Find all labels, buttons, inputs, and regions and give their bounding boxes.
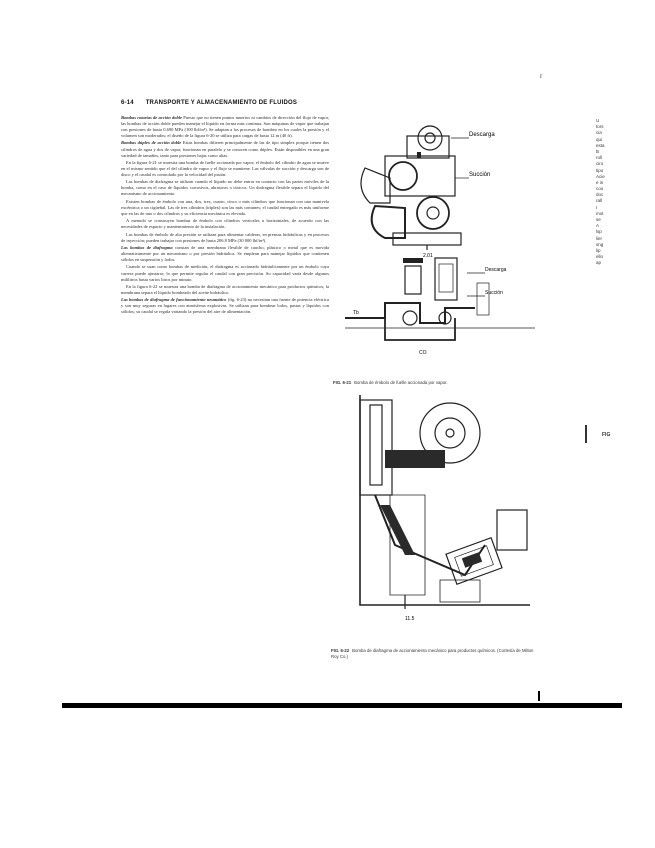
steam-chest (407, 136, 449, 158)
fragment-line: coo (596, 186, 604, 192)
fragment-line: mot (596, 210, 604, 216)
figure-number: FIG. 6-22 (331, 648, 350, 653)
paragraph-lead: Las bombas de diafragma (121, 245, 173, 251)
paragraph-text: En la figura 6-22 se muestra una bomba de diafragma de accionamiento mecánico para productos químicos; la membrana separa el líquido bombeado del aceite hidráulico. (121, 283, 329, 295)
page-number: 6-14 (121, 100, 134, 106)
figure-number: FIG. 6-21 (333, 380, 352, 385)
fragment-line: cia (596, 130, 602, 136)
paragraph (121, 115, 329, 139)
scan-bottom-rule (62, 703, 622, 708)
fragment-line: ciro (596, 161, 604, 167)
fragment-line: e in (596, 179, 604, 185)
figure-tag-a: 2.01 (423, 253, 433, 259)
paragraph-text: A menudo se construyen bombas de émbolo con cilindros verticales u horizontales, de acuerdo con las necesidades de espacio y mantenimiento de la instalación. (121, 218, 329, 230)
fragment-line: B (596, 148, 600, 154)
fragment-line: roll (596, 155, 603, 161)
fragment-line: lip (596, 247, 601, 253)
paragraph-text: constan de una membrana flexible de caucho, plástico o metal que es movida alternativamente por un mecanismo o por presión hidráulica. Se emplean para manejar líquidos que contienen sólidos en suspensión y lodos. (121, 245, 330, 263)
suction-chamber (361, 168, 390, 203)
paragraph-text: (fig. 6-23) no necesitan una fuente de potencia eléctrica y son muy seguras en lugares con atmósferas explosivas. Se utilizan para bombear lodos, pastas y líquidos con sólidos; su caudal se regula variando la presión del aire de alimentación. (121, 297, 329, 315)
paragraph (121, 199, 329, 217)
fragment-line: qui (596, 136, 603, 142)
fragment-line: I (596, 204, 598, 210)
column-edge-mark (585, 425, 587, 443)
figure-caption-text: Bomba de émbolo de fuelle accionada por vapor. (354, 380, 448, 385)
fragment-line: doc (596, 192, 604, 198)
paragraph (121, 245, 329, 263)
body-text-column (121, 115, 329, 317)
fragment-line: lier (596, 235, 603, 241)
pump-frame (360, 395, 530, 605)
paragraph (121, 284, 329, 296)
label-descarga: Descarga (469, 132, 495, 138)
paragraph (121, 297, 329, 315)
drive-motor (497, 510, 527, 550)
label-succion: Succión (485, 290, 503, 296)
lower-valve-chamber (417, 197, 449, 229)
fragment-line: Acie (596, 173, 605, 179)
paragraph-text: Existen bombas de émbolo con una, dos, tres, cuatro, cinco o más cilindros que funcionan con una manivela excéntrica o un cigüeñal. Las de tres cilindros (tríplex) son las más comunes; el caudal entregado es más uniforme que en las de uno o dos cilindros y su eficiencia mecánica es elevada. (121, 198, 329, 216)
fragment-line: U (596, 118, 600, 123)
figure-6-21-caption (333, 380, 543, 386)
piston-cylinder (405, 266, 421, 294)
fragment-line: ap (596, 260, 602, 266)
paragraph (121, 140, 329, 158)
steam-valve-wheel (418, 126, 442, 150)
paragraph (121, 160, 329, 178)
upper-cylinder (385, 156, 455, 196)
running-header (121, 100, 411, 106)
label-succion: Succión (469, 172, 491, 178)
running-title: TRANSPORTE Y ALMACENAMIENTO DE FLUIDOS (145, 100, 298, 106)
paragraph-text: Cuando se usan como bombas de medición, el diafragma es accionado hidráulicamente por un émbolo cuya carrera puede ajustarse, lo que permite regular el caudal con gran precisión. Su capacidad varía desde algunos mililitros hasta varios litros por minuto. (121, 264, 329, 282)
paragraph-text: En la figura 6-21 se muestra una bomba de fuelle accionada por vapor; el émbolo del cilindro de agua se mueve en el mismo sentido que el del cilindro de vapor y el flujo se mantiene. Las válvulas de succión y descarga son de disco y el caudal es controlado por la velocidad del pistón. (121, 159, 329, 178)
fragment-line: tipo (596, 167, 604, 173)
fragment-line: esta (596, 142, 605, 148)
drive-rod (385, 450, 445, 468)
figure-6-21-drawing (345, 118, 535, 363)
column-housing (360, 400, 392, 495)
figure-caption-text: Bomba de diafragma de accionamiento mecánico para productos químicos. (Cortesía de Milton Roy Co.) (331, 648, 534, 659)
spine-mark (538, 691, 540, 701)
paragraph (121, 179, 329, 197)
paragraph (121, 232, 329, 244)
paragraph (121, 218, 329, 230)
paragraph (121, 264, 329, 282)
fragment-line: se (596, 217, 601, 222)
adjacent-fig-label: FIG (602, 432, 611, 438)
figure-tag-b: Tb (353, 310, 359, 316)
figure-6-22-drawing (345, 395, 535, 640)
fragment-line: rall (596, 198, 603, 204)
paragraph-lead: Bombas dúplex de acción doble (121, 140, 182, 146)
fragment-line: lsp (596, 229, 602, 235)
paragraph-lead: Las bombas de diafragma de funcionamiento neumático (121, 297, 227, 303)
fragment-line: tors (596, 124, 604, 130)
fragment-line: A (596, 223, 600, 229)
page-corner-mark: r (540, 72, 543, 80)
paragraph-text: Estas bombas difieren principalmente de las de tipo símplex porque tienen dos cilindros de agua y dos de vapor, funcionan en paralelo y se conocen como dúplex. Están disponibles en una gran variedad de tamaños, tanto para presiones bajas como altas. (121, 140, 330, 158)
paragraph-text: Las bombas de diafragma se utilizan cuando el líquido no debe entrar en contacto con las partes móviles de la bomba, como en el caso de líquidos corrosivos, abrasivos o tóxicos. Un diafragma flexible separa el líquido del mecanismo de accionamiento. (121, 179, 329, 197)
paragraph-lead: Bombas rotarias de acción doble (121, 115, 183, 120)
paragraph-text: Puesto que no tienen puntos muertos ni cambios de dirección del flujo de vapor, las bombas de acción doble pueden manejar el líquido en forma más continua. Son máquinas de vapor que trabajan con presiones de hasta 0.690 MPa (100 lbf/in²). Se adaptan a los procesos de bombeo en los cuales la presión y el volumen son moderados; el diseño de la figura 6-20 se utiliza para cargas de hasta 12 m (40 ft). (121, 115, 330, 139)
label-descarga: Descarga (485, 267, 507, 273)
adjacent-column-fragment (596, 118, 612, 267)
paragraph-text: Las bombas de émbolo de alta presión se utilizan para alimentar calderas, en prensas hidráulicas y en procesos de inyección; pueden trabajar con presiones de hasta 206.8 MPa (30 000 lbf/in²). (121, 231, 329, 243)
fragment-line: sng (596, 241, 604, 247)
fragment-line: ello (596, 254, 604, 260)
figure-6-22-caption (331, 648, 541, 659)
figure-tag-b: 11.5 (405, 616, 415, 622)
figure-tag-a: CO (419, 350, 427, 356)
